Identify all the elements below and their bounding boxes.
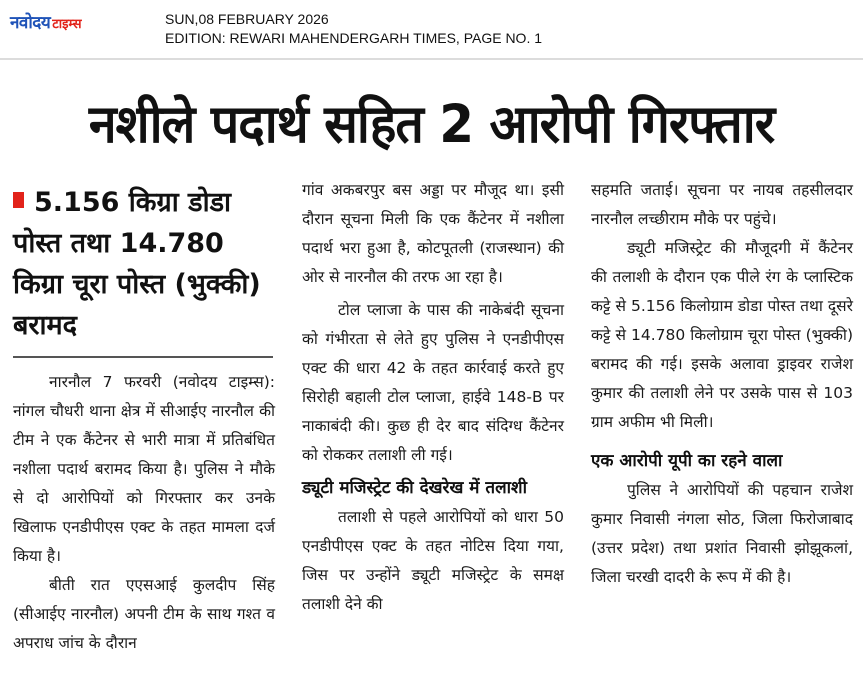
headline: नशीले पदार्थ सहित 2 आरोपी गिरफ्तार bbox=[88, 93, 775, 155]
article-column-1 bbox=[13, 368, 275, 658]
edition-info bbox=[165, 10, 542, 48]
date-line: SUN,08 FEBRUARY 2026 bbox=[165, 11, 329, 27]
masthead-divider bbox=[0, 58, 863, 60]
subheadline-text: 5.156 किग्रा डोडा पोस्त तथा 14.780 किग्रा चूरा पोस्त (भुक्की) बरामद bbox=[13, 187, 261, 341]
article-column-2 bbox=[302, 176, 564, 619]
subheadline bbox=[13, 182, 275, 346]
paragraph: गांव अकबरपुर बस अड्डा पर मौजूद था। इसी दौरान सूचना मिली कि एक कैंटेनर में नशीला पदार्थ भरा हुआ है, कोटपूतली (राजस्थान) की ओर से नारनौल की तरफ आ रहा है। bbox=[302, 181, 564, 286]
article-column-3 bbox=[591, 176, 853, 592]
edition-line: EDITION: REWARI MAHENDERGARH TIMES, PAGE NO. 1 bbox=[165, 30, 543, 46]
red-bullet-icon bbox=[13, 192, 24, 208]
newspaper-logo[interactable] bbox=[10, 10, 82, 32]
section-heading: ड्यूटी मजिस्ट्रेट की देखरेख में तलाशी bbox=[302, 478, 527, 498]
paragraph: सहमति जताई। सूचना पर नायब तहसीलदार नारनौल लच्छीराम मौके पर पहुंचे। bbox=[591, 181, 853, 228]
paragraph: बीती रात एएसआई कुलदीप सिंह (सीआईए नारनौल) अपनी टीम के साथ गश्त व अपराध जांच के दौरान bbox=[13, 576, 275, 652]
section-heading: एक आरोपी यूपी का रहने वाला bbox=[591, 451, 783, 471]
paragraph: तलाशी से पहले आरोपियों को धारा 50 एनडीपीएस एक्ट के तहत नोटिस दिया गया, जिस पर उन्होंने ड्यूटी मजिस्ट्रेट के समक्ष तलाशी देने की bbox=[302, 508, 564, 613]
paragraph: पुलिस ने आरोपियों की पहचान राजेश कुमार निवासी नंगला सोठ, जिला फिरोजाबाद (उत्तर प्रदेश) तथा प्रशांत निवासी झोझूकलां, जिला चरखी दादरी के रूप में की है। bbox=[591, 481, 853, 586]
paragraph: नारनौल 7 फरवरी (नवोदय टाइम्स): नांगल चौधरी थाना क्षेत्र में सीआईए नारनौल की टीम ने एक कैंटेनर से भारी मात्रा में प्रतिबंधित नशीला पदार्थ बरामद किया है। पुलिस ने मौके से दो आरोपियों को गिरफ्तार कर उनके खिलाफ एनडीपीएस एक्ट के तहत मामला दर्ज किया है। bbox=[13, 373, 275, 565]
paragraph: टोल प्लाजा के पास की नाकेबंदी सूचना को गंभीरता से लेते हुए पुलिस ने एनडीपीएस एक्ट की धारा 42 के तहत कार्रवाई करते हुए सिरोही बहाली टोल प्लाजा, हाईवे 148-B पर नाकाबंदी की। कुछ ही देर बाद संदिग्ध कैंटेनर को रोककर तलाशी ली गई। bbox=[302, 301, 564, 464]
logo-main-text: नवोदय bbox=[10, 13, 51, 33]
masthead-bar bbox=[0, 0, 863, 58]
logo-sub-text: टाइम्स bbox=[52, 17, 82, 32]
subheadline-divider bbox=[13, 356, 273, 358]
paragraph: ड्यूटी मजिस्ट्रेट की मौजूदगी में कैंटेनर की तलाशी के दौरान एक पीले रंग के प्लास्टिक कट्टे से 5.156 किलोग्राम डोडा पोस्त तथा दूसरे कट्टे से 14.780 किलोग्राम चूरा पोस्त (भुक्की) बरामद की गई। इसके अलावा ड्राइवर राजेश कुमार की तलाशी लेने पर उसके पास से 103 ग्राम अफीम भी मिली। bbox=[591, 239, 853, 431]
